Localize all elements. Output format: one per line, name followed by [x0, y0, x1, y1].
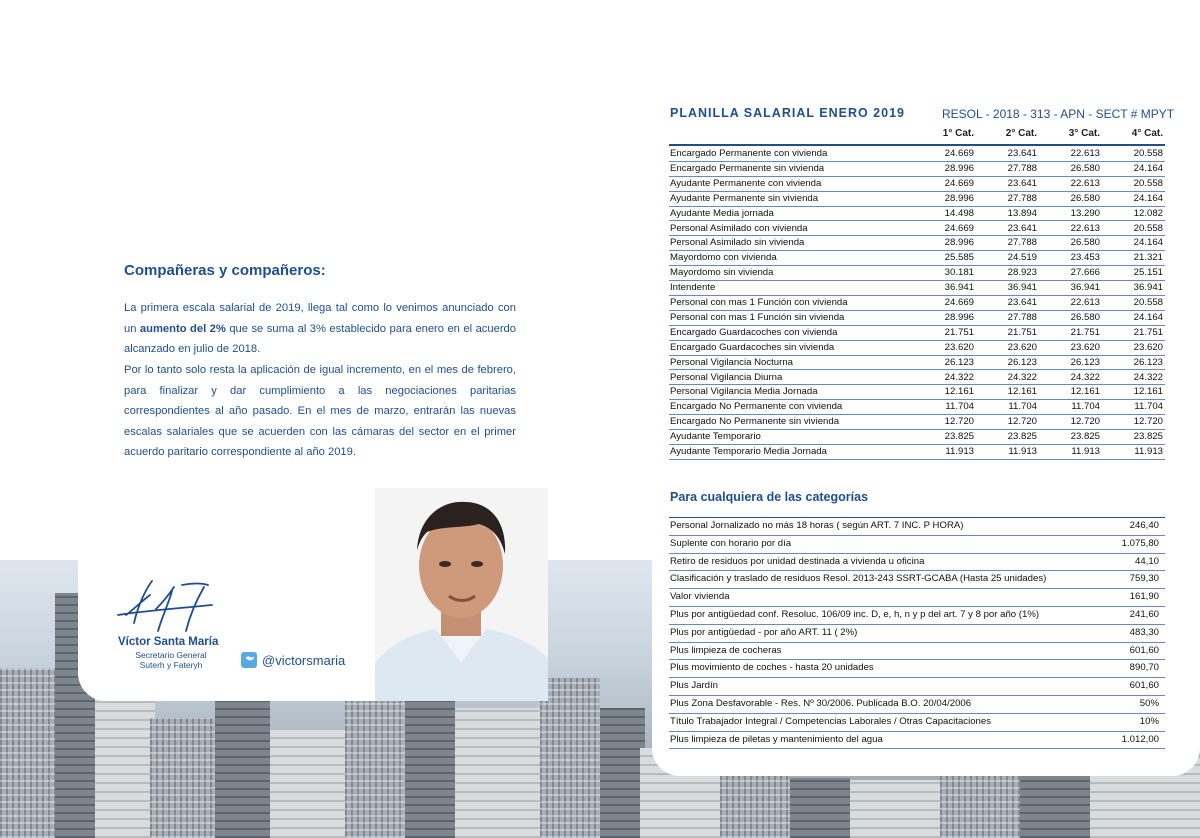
extras-row-label: Plus Jardín: [670, 680, 718, 692]
row-label: Ayudante Temporario Media Jornada: [670, 446, 827, 457]
row-label: Personal Vigilancia Nocturna: [670, 356, 794, 368]
cell-cat-3: 23.825: [1070, 431, 1100, 443]
extras-row: [669, 642, 1165, 661]
extras-row-label: Plus limpieza de cocheras: [670, 644, 782, 656]
table-row: [669, 161, 1165, 177]
paragraph-1-text-b: que se suma al 3% establecido para enero en el acuerdo alcanzado en julio de 2018.: [124, 322, 516, 355]
cell-cat-1: 24.322: [944, 371, 974, 383]
extras-row-label: Valor vivienda: [670, 591, 730, 603]
cell-cat-2: 13.894: [1007, 207, 1037, 219]
extras-row: [669, 659, 1165, 678]
extras-row-label: Suplente con horario por día: [670, 537, 792, 549]
cell-cat-2: 23.641: [1007, 177, 1037, 189]
cell-cat-3: 22.613: [1070, 148, 1100, 159]
extras-row-value: 44,10: [1134, 555, 1159, 567]
cell-cat-3: 23.453: [1070, 252, 1100, 264]
extras-row-label: Plus limpieza de piletas y mantenimiento del agua: [670, 733, 883, 745]
cell-cat-1: 11.704: [945, 401, 974, 413]
twitter-handle-block: [241, 652, 345, 668]
cell-cat-3: 24.322: [1070, 371, 1100, 383]
table-row: [669, 176, 1165, 192]
cell-cat-1: 14.498: [944, 207, 974, 219]
extras-row: [669, 713, 1165, 732]
cell-cat-3: 27.666: [1070, 267, 1100, 279]
letter-greeting: Compañeras y compañeros:: [124, 262, 326, 279]
signer-name: Víctor Santa María: [118, 636, 219, 648]
cell-cat-1: 26.123: [944, 356, 974, 368]
extras-row-label: Título Trabajador Integral / Competencias Laborales / Otras Capacitaciones: [670, 715, 992, 727]
table-row: [669, 325, 1165, 341]
table-row: [669, 429, 1165, 445]
letter-paragraph-1: [124, 298, 516, 360]
cell-cat-4: 24.164: [1133, 237, 1163, 249]
row-label: Personal Asimilado sin vivienda: [670, 237, 805, 249]
cell-cat-4: 20.558: [1133, 222, 1163, 234]
extras-row: [669, 695, 1165, 714]
paragraph-1-text-a: La primera escala salarial de 2019, llega tal como lo venimos anunciado con un: [124, 302, 516, 335]
table-row: [669, 191, 1165, 207]
extras-row: [669, 553, 1165, 572]
cell-cat-1: 24.669: [944, 148, 974, 159]
table-row: [669, 399, 1165, 415]
cell-cat-3: 26.580: [1070, 237, 1100, 249]
cell-cat-3: 12.161: [1070, 386, 1100, 398]
cell-cat-2: 23.825: [1007, 431, 1037, 443]
row-label: Ayudante Permanente sin vivienda: [670, 192, 819, 204]
extras-title: Para cualquiera de las categorías: [670, 490, 869, 504]
extras-row-value: 50%: [1139, 698, 1159, 709]
cell-cat-3: 22.613: [1070, 222, 1100, 234]
cell-cat-2: 27.788: [1007, 237, 1037, 249]
extras-row: [669, 517, 1165, 536]
cell-cat-3: 11.704: [1071, 401, 1100, 413]
cell-cat-2: 11.913: [1008, 446, 1037, 457]
cell-cat-1: 23.620: [944, 341, 974, 353]
table-row: [669, 280, 1165, 296]
extras-row-label: Retiro de residuos por unidad destinada a vivienda u oficina: [670, 555, 925, 567]
cell-cat-4: 11.704: [1134, 401, 1163, 413]
extras-row: [669, 606, 1165, 625]
extras-row: [669, 588, 1165, 607]
cell-cat-4: 21.321: [1133, 252, 1163, 264]
salary-table-title: PLANILLA SALARIAL ENERO 2019: [670, 106, 905, 120]
cell-cat-3: 23.620: [1070, 341, 1100, 353]
extras-row-value: 161,90: [1129, 591, 1159, 603]
cell-cat-3: 12.720: [1070, 416, 1100, 428]
row-label: Personal Asimilado con vivienda: [670, 222, 808, 234]
row-label: Encargado No Permanente con vivienda: [670, 401, 843, 413]
extras-row-label: Plus por antigüedad conf. Resoluc. 106/09 inc. D, e, h, n y p del art. 7 y 8 por año (1%): [670, 609, 1040, 620]
extras-row-value: 241,60: [1129, 609, 1159, 620]
row-label: Encargado Permanente sin vivienda: [670, 162, 825, 174]
table-row: [669, 235, 1165, 251]
extras-row: [669, 677, 1165, 696]
cell-cat-2: 27.788: [1007, 311, 1037, 323]
paragraph-1-highlight: aumento del 2%: [139, 322, 226, 335]
cell-cat-2: 12.161: [1007, 386, 1037, 398]
column-header-cat-3: 3° Cat.: [1068, 128, 1100, 139]
column-header-cat-1: 1° Cat.: [942, 128, 974, 139]
cell-cat-1: 28.996: [944, 311, 974, 323]
letter-paragraph-2: Por lo tanto solo resta la aplicación de igual incremento, en el mes de febrero, para finalizar y dar cumplimiento a las negociaciones paritarias correspondientes al año pasado. En el mes de marzo, entrarán las nuevas escalas salariales que se acuerden con las cámaras del sector en el primer acuerdo paritario correspondiente al año 2019.: [124, 364, 516, 458]
cell-cat-3: 26.123: [1070, 356, 1100, 368]
table-row: [669, 370, 1165, 386]
extras-row-label: Plus por antigüedad - por año ART. 11 ( 2%): [670, 626, 858, 638]
cell-cat-2: 24.519: [1007, 252, 1037, 264]
cell-cat-2: 23.641: [1007, 297, 1037, 308]
resolution-reference: RESOL - 2018 - 313 - APN - SECT # MPYT: [942, 107, 1175, 121]
cell-cat-1: 30.181: [944, 267, 974, 279]
cell-cat-4: 12.161: [1133, 386, 1163, 398]
signature-image: [112, 575, 222, 637]
extras-row-value: 759,30: [1129, 573, 1159, 585]
extras-row-label: Plus Zona Desfavorable - Res. Nº 30/2006. Publicada B.O. 20/04/2006: [670, 698, 972, 709]
cell-cat-1: 11.913: [945, 446, 974, 457]
cell-cat-1: 24.669: [944, 297, 974, 308]
cell-cat-2: 23.620: [1007, 341, 1037, 353]
cell-cat-2: 26.123: [1007, 356, 1037, 368]
row-label: Personal Vigilancia Diurna: [670, 371, 783, 383]
extras-row: [669, 535, 1165, 554]
table-row: [669, 444, 1165, 460]
cell-cat-4: 24.322: [1133, 371, 1163, 383]
extras-row-label: Personal Jornalizado no más 18 horas ( según ART. 7 INC. P HORA): [670, 520, 964, 531]
cell-cat-3: 22.613: [1070, 297, 1100, 308]
cell-cat-1: 12.161: [944, 386, 974, 398]
cell-cat-4: 36.941: [1133, 282, 1163, 294]
extras-row-value: 10%: [1139, 715, 1159, 727]
cell-cat-1: 24.669: [944, 222, 974, 234]
cell-cat-2: 23.641: [1007, 148, 1037, 159]
row-label: Encargado Guardacoches sin vivienda: [670, 341, 835, 353]
cell-cat-2: 24.322: [1007, 371, 1037, 383]
table-row: [669, 355, 1165, 371]
cell-cat-1: 36.941: [944, 282, 974, 294]
table-row: [669, 310, 1165, 326]
portrait-photo: [375, 488, 548, 701]
table-row: [669, 414, 1165, 430]
row-label: Mayordomo con vivienda: [670, 252, 777, 264]
row-label: Ayudante Media jornada: [670, 207, 774, 219]
cell-cat-2: 27.788: [1007, 162, 1037, 174]
cell-cat-4: 20.558: [1133, 177, 1163, 189]
twitter-icon: [241, 652, 257, 668]
twitter-handle: @victorsmaria: [262, 652, 346, 668]
cell-cat-1: 23.825: [944, 431, 974, 443]
cell-cat-3: 26.580: [1070, 162, 1100, 174]
cell-cat-4: 25.151: [1133, 267, 1163, 279]
extras-row-value: 601,60: [1129, 644, 1159, 656]
table-row: [669, 221, 1165, 237]
cell-cat-4: 24.164: [1133, 162, 1163, 174]
row-label: Mayordomo sin vivienda: [670, 267, 774, 279]
cell-cat-4: 20.558: [1133, 148, 1163, 159]
cell-cat-2: 28.923: [1007, 267, 1037, 279]
extras-row: [669, 624, 1165, 643]
extras-row-label: Plus movimiento de coches - hasta 20 unidades: [670, 662, 874, 674]
row-label: Ayudante Temporario: [670, 431, 761, 443]
row-label: Personal con mas 1 Función con vivienda: [670, 297, 848, 308]
cell-cat-3: 21.751: [1070, 326, 1100, 338]
cell-cat-2: 21.751: [1007, 326, 1037, 338]
cell-cat-4: 12.720: [1133, 416, 1163, 428]
extras-row: [669, 731, 1165, 750]
cell-cat-1: 21.751: [944, 326, 974, 338]
cell-cat-4: 24.164: [1133, 311, 1163, 323]
cell-cat-2: 23.641: [1007, 222, 1037, 234]
cell-cat-4: 26.123: [1133, 356, 1163, 368]
cell-cat-3: 13.290: [1070, 207, 1100, 219]
column-header-cat-4: 4° Cat.: [1131, 128, 1163, 139]
cell-cat-1: 28.996: [944, 162, 974, 174]
row-label: Personal con mas 1 Función sin vivienda: [670, 311, 845, 323]
row-label: Intendente: [670, 282, 716, 294]
cell-cat-3: 26.580: [1070, 192, 1100, 204]
table-row: [669, 146, 1165, 162]
cell-cat-1: 28.996: [944, 237, 974, 249]
row-label: Ayudante Permanente con vivienda: [670, 177, 822, 189]
table-row: [669, 295, 1165, 311]
cell-cat-4: 21.751: [1133, 326, 1163, 338]
extras-row-value: 601,60: [1129, 680, 1159, 692]
table-row: [669, 340, 1165, 356]
cell-cat-4: 23.620: [1133, 341, 1163, 353]
cell-cat-4: 20.558: [1133, 297, 1163, 308]
cell-cat-3: 22.613: [1070, 177, 1100, 189]
row-label: Encargado Guardacoches con vivienda: [670, 326, 838, 338]
cell-cat-2: 27.788: [1007, 192, 1037, 204]
row-label: Encargado Permanente con vivienda: [670, 148, 828, 159]
cell-cat-1: 24.669: [944, 177, 974, 189]
cell-cat-3: 36.941: [1070, 282, 1100, 294]
signer-role: Secretario General Suterh y Fateryh: [135, 650, 207, 670]
extras-row-label: Clasificación y traslado de residuos Resol. 2013-243 SSRT-GCABA (Hasta 25 unidades): [670, 573, 1047, 585]
cell-cat-2: 36.941: [1007, 282, 1037, 294]
extras-row-value: 483,30: [1129, 626, 1159, 638]
table-row: [669, 384, 1165, 400]
extras-row-value: 246,40: [1129, 520, 1159, 531]
extras-row-value: 1.075,80: [1121, 537, 1159, 549]
cell-cat-4: 12.082: [1133, 207, 1163, 219]
extras-row-value: 890,70: [1129, 662, 1159, 674]
row-label: Encargado No Permanente sin vivienda: [670, 416, 840, 428]
cell-cat-1: 28.996: [944, 192, 974, 204]
cell-cat-3: 26.580: [1070, 311, 1100, 323]
cell-cat-3: 11.913: [1071, 446, 1100, 457]
extras-row: [669, 570, 1165, 589]
cell-cat-4: 24.164: [1133, 192, 1163, 204]
table-row: [669, 265, 1165, 281]
column-header-cat-2: 2° Cat.: [1005, 128, 1037, 139]
table-row: [669, 206, 1165, 222]
cell-cat-2: 12.720: [1007, 416, 1037, 428]
cell-cat-4: 23.825: [1133, 431, 1163, 443]
cell-cat-4: 11.913: [1134, 446, 1163, 457]
cell-cat-1: 25.585: [944, 252, 974, 264]
extras-row-value: 1.012,00: [1121, 733, 1159, 745]
cell-cat-2: 11.704: [1008, 401, 1037, 413]
table-row: [669, 250, 1165, 266]
row-label: Personal Vigilancia Media Jornada: [670, 386, 818, 398]
cell-cat-1: 12.720: [944, 416, 974, 428]
